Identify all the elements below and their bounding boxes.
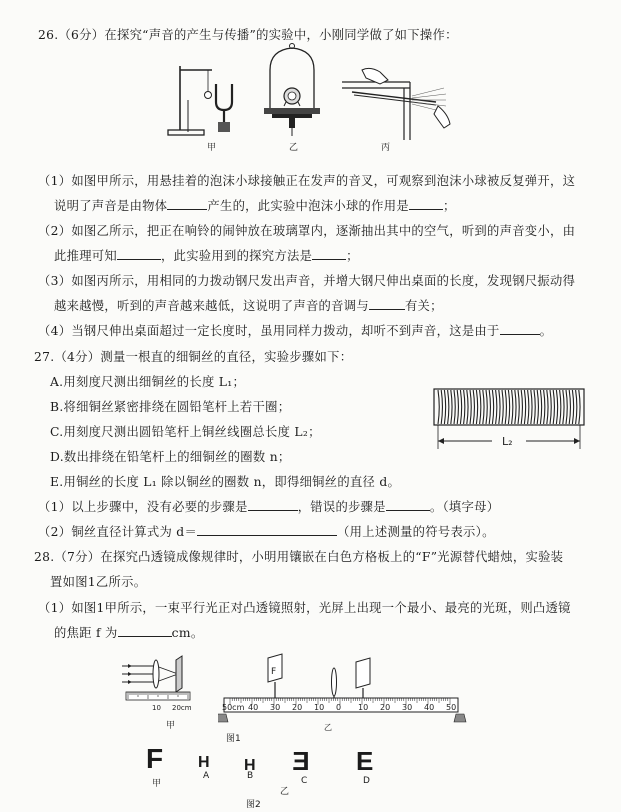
answer-blank[interactable] <box>117 248 161 260</box>
fig-label-yi: 乙 <box>289 143 299 153</box>
fig1-label-yi: 乙 <box>324 723 332 732</box>
coil-winding <box>480 390 481 424</box>
coil-winding <box>496 390 497 424</box>
q26-p4 <box>38 323 552 339</box>
punctuation: ； <box>346 249 359 263</box>
coil-winding <box>467 390 468 424</box>
q26-p2b <box>54 248 359 264</box>
q26-p3a: （3）如图丙所示，用相同的力拨动钢尺发出声音，并增大钢尺伸出桌面的长度，发现钢尺振动得 <box>38 274 576 288</box>
coil-winding <box>579 390 580 424</box>
ruler-tick-label: 10 <box>358 703 369 712</box>
coil-winding <box>448 390 449 424</box>
answer-blank[interactable] <box>118 625 172 637</box>
coil-winding <box>560 390 561 424</box>
q26-p4-pre: （4）当钢尺伸出桌面超过一定长度时，虽用同样力拨动，却听不到声音，这是由于 <box>38 324 500 338</box>
coil-winding <box>508 390 509 424</box>
q27-q2-pre: （2）铜丝直径计算式为 d＝ <box>38 525 198 539</box>
coil-winding <box>486 390 487 424</box>
ruler-tick-label: 20 <box>380 703 391 712</box>
bell-jar-figure <box>262 40 322 140</box>
ruler-tick-label: 10 <box>314 703 325 712</box>
f-light-source-letter: F <box>271 667 277 677</box>
coil-winding <box>566 390 567 424</box>
coil-winding <box>556 390 557 424</box>
q26-p2b-mid: ，此实验用到的探究方法是 <box>161 249 313 263</box>
coil-winding <box>489 390 490 424</box>
coil-winding <box>544 390 545 424</box>
q26-p2a: （2）如图乙所示，把正在响铃的闹钟放在玻璃罩内，逐渐抽出其中的空气，听到的声音变小，由 <box>38 224 576 238</box>
q27-q2 <box>38 524 495 540</box>
coil-winding <box>492 390 493 424</box>
q27-q1 <box>38 499 499 515</box>
coil-winding <box>457 390 458 424</box>
fig-label-jia: 甲 <box>207 143 217 153</box>
answer-blank[interactable] <box>369 298 405 310</box>
fig1-title: 图1 <box>226 734 241 744</box>
q26-p1b-mid: 产生的，此实验中泡沫小球的作用是 <box>207 199 409 213</box>
q26-p2b-pre: 此推理可知 <box>54 249 117 263</box>
punctuation: 。 <box>539 324 553 338</box>
fig2-glyph-c: E <box>292 746 310 776</box>
q28-header: 28.（7分）在探究凸透镜成像规律时，小明用镶嵌在白色方格板上的“F”光源替代蜡烛，实验装 <box>34 550 564 564</box>
q27-step-b: B.将细铜丝紧密排绕在圆铅笔杆上若干圈； <box>50 400 291 414</box>
fig1-label-jia: 甲 <box>166 721 176 731</box>
coil-winding <box>563 390 564 424</box>
coil-winding <box>537 390 538 424</box>
coil-winding <box>460 390 461 424</box>
coil-winding <box>483 390 484 424</box>
coil-winding <box>524 390 525 424</box>
coil-winding <box>550 390 551 424</box>
fig-label-bing: 丙 <box>381 143 391 153</box>
answer-blank[interactable] <box>500 323 540 335</box>
fig2-label-yi: 乙 <box>280 787 290 797</box>
q28-p1a: （1）如图1甲所示，一束平行光正对凸透镜照射，光屏上出现一个最小、最亮的光斑，则凸透镜 <box>38 601 571 615</box>
q27-step-a: A.用刻度尺测出细铜丝的长度 L₁； <box>50 375 246 389</box>
q28-p1b-pre: 的焦距 f 为 <box>54 626 118 640</box>
coil-winding <box>576 390 577 424</box>
ruler-tick-label: 30 <box>270 703 281 712</box>
focal-length-figure <box>120 652 208 722</box>
q27-q1-mid: ，错误的步骤是 <box>297 500 386 514</box>
answer-blank[interactable] <box>197 524 337 536</box>
q27-q1-pre: （1）以上步骤中，没有必要的步骤是 <box>38 500 248 514</box>
steel-ruler-figure <box>340 62 460 142</box>
punctuation: ； <box>442 199 456 213</box>
q28-p1b <box>54 625 203 641</box>
optical-bench-figure <box>218 652 468 732</box>
coil-winding <box>547 390 548 424</box>
coil-winding <box>521 390 522 424</box>
q26-p3b-pre: 越来越慢，听到的声音越来越低，这说明了声音的音调与 <box>54 299 369 313</box>
coil-winding <box>470 390 471 424</box>
q27-step-d: D.数出排绕在铅笔杆上的细铜丝的圈数 n； <box>50 450 291 464</box>
q27-step-e: E.用铜丝的长度 L₁ 除以铜丝的圈数 n，即得细铜丝的直径 d。 <box>50 475 401 489</box>
q28-header2: 置如图1乙所示。 <box>50 575 147 589</box>
coil-winding <box>572 390 573 424</box>
answer-blank[interactable] <box>312 248 346 260</box>
coil-winding <box>441 390 442 424</box>
q26-p1a: （1）如图甲所示，用悬挂着的泡沫小球接触正在发声的音叉，可观察到泡沫小球被反复弹开，这 <box>38 174 576 188</box>
coil-winding <box>476 390 477 424</box>
q26-p1b-pre: 说明了声音是由物体 <box>54 199 168 213</box>
q26-p1b <box>54 198 456 214</box>
coil-winding <box>473 390 474 424</box>
fig2-label-c: C <box>301 776 308 786</box>
coil-winding <box>515 390 516 424</box>
fig2-title: 图2 <box>246 800 261 810</box>
coil-winding <box>438 390 439 424</box>
coil-winding <box>569 390 570 424</box>
fig2-glyph-jia: F <box>146 743 164 774</box>
ruler-tick-label: 50 <box>446 703 457 712</box>
coil-figure <box>430 385 590 457</box>
fig2-label-a: A <box>203 771 210 781</box>
ruler-tick-label: 40 <box>424 703 435 712</box>
q27-q2-end: （用上述测量的符号表示）。 <box>337 525 495 539</box>
coil-winding <box>499 390 500 424</box>
coil-winding <box>454 390 455 424</box>
ruler-tick-label: 0 <box>336 703 342 712</box>
coil-length-label: L₂ <box>502 435 513 448</box>
coil-winding <box>531 390 532 424</box>
q27-step-c: C.用刻度尺测出圆铅笔杆上铜丝线圈总长度 L₂； <box>50 425 321 439</box>
q26-p3b <box>54 298 443 314</box>
tuning-fork-figure <box>160 62 250 140</box>
coil-winding <box>540 390 541 424</box>
coil-winding <box>502 390 503 424</box>
coil-winding <box>505 390 506 424</box>
coil-winding <box>464 390 465 424</box>
coil-winding <box>518 390 519 424</box>
q26-header: 26.（6分）在探究“声音的产生与传播”的实验中，小刚同学做了如下操作： <box>38 28 458 42</box>
coil-winding <box>451 390 452 424</box>
coil-winding <box>444 390 445 424</box>
answer-blank[interactable] <box>386 499 430 511</box>
q27-q1-end: 。（填字母） <box>429 500 500 514</box>
ruler-tick-label: 10 <box>152 704 161 712</box>
coil-winding <box>553 390 554 424</box>
fig2-label-jia: 甲 <box>152 779 162 789</box>
fig2-glyph-b: H <box>244 755 256 772</box>
coil-winding <box>512 390 513 424</box>
ruler-tick-label: 40 <box>248 703 259 712</box>
ruler-tick-label: 50cm <box>222 703 245 712</box>
ruler-tick-label: 20 <box>292 703 303 712</box>
ruler-tick-label: 30 <box>402 703 413 712</box>
q28-p1b-end: cm。 <box>171 626 204 640</box>
ruler-tick-label: 20cm <box>172 704 192 712</box>
q27-header: 27.（4分）测量一根直的细铜丝的直径，实验步骤如下： <box>34 350 353 364</box>
fig2-label-b: B <box>247 771 254 781</box>
answer-blank[interactable] <box>248 499 298 511</box>
fig2-glyph-a: H <box>198 754 210 771</box>
answer-blank[interactable] <box>409 198 443 210</box>
q26-p3b-end: 有关； <box>404 299 443 313</box>
answer-blank[interactable] <box>167 198 207 210</box>
coil-winding <box>528 390 529 424</box>
coil-winding <box>534 390 535 424</box>
fig2-label-d: D <box>363 776 370 786</box>
fig2-glyph-d: E <box>356 746 374 776</box>
